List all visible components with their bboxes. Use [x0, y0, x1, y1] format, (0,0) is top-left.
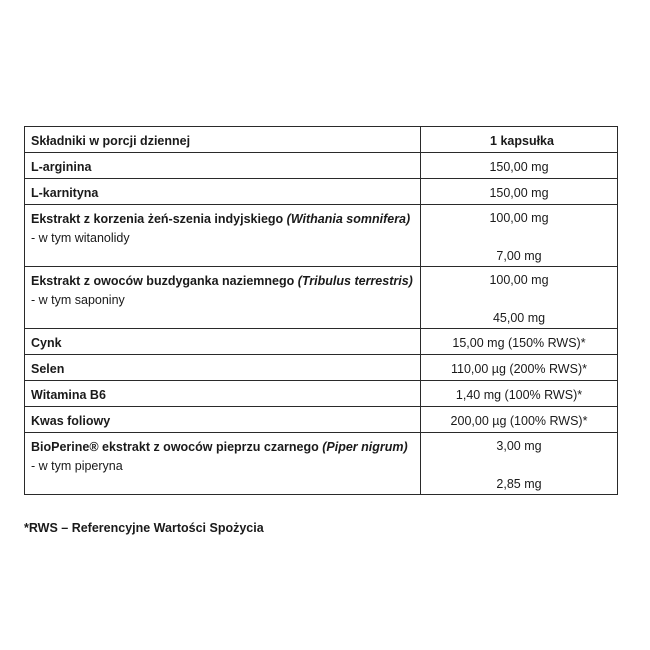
ingredient-name: Ekstrakt z korzenia żeń-szenia indyjskiego [31, 212, 287, 226]
sub-ingredient-value: 2,85 mg [496, 477, 542, 491]
supplement-facts [24, 126, 617, 495]
ingredient-name-block [25, 433, 420, 476]
ingredient-name: L-karnityna [31, 186, 99, 200]
table-row [25, 267, 618, 329]
header-ingredient-label: Składniki w porcji dziennej [31, 134, 191, 148]
ingredient-name: L-arginina [31, 160, 92, 174]
sub-ingredient-name: - w tym witanolidy [31, 231, 130, 245]
ingredient-value: 150,00 mg [489, 186, 549, 200]
header-amount-label: 1 kapsułka [490, 134, 554, 148]
ingredient-name-block [25, 205, 420, 248]
ingredient-value: 110,00 µg (200% RWS)* [451, 362, 587, 376]
sub-ingredient-value: 45,00 mg [492, 311, 546, 325]
ingredient-name: BioPerine® ekstrakt z owoców pieprzu czarnego [31, 440, 323, 454]
ingredient-value: 15,00 mg (150% RWS)* [452, 336, 586, 350]
ingredient-name: Kwas foliowy [31, 414, 111, 428]
table-row [25, 407, 618, 433]
table-row [25, 329, 618, 355]
header-row [25, 127, 618, 153]
ingredient-name: Witamina B6 [31, 388, 106, 402]
ingredient-value: 3,00 mg [496, 439, 542, 453]
table-row [25, 205, 618, 267]
header-cell-ingredient [25, 127, 421, 153]
ingredient-name-block [25, 267, 420, 310]
ingredient-value: 100,00 mg [489, 211, 549, 225]
header-cell-amount [421, 127, 618, 153]
table-row [25, 153, 618, 179]
table-row [25, 381, 618, 407]
ingredient-name: Selen [31, 362, 65, 376]
sub-ingredient-value: 7,00 mg [496, 249, 542, 263]
ingredient-value: 100,00 mg [489, 273, 549, 287]
ingredient-latin-name: (Piper nigrum) [322, 440, 408, 454]
ingredient-name: Ekstrakt z owoców buzdyganka naziemnego [31, 274, 298, 288]
ingredient-value: 200,00 µg (100% RWS)* [450, 414, 588, 428]
ingredients-table [24, 126, 618, 495]
ingredient-value: 150,00 mg [489, 160, 549, 174]
ingredient-name: Cynk [31, 336, 62, 350]
ingredient-latin-name: (Withania somnifera) [286, 212, 411, 226]
sub-ingredient-name: - w tym saponiny [31, 293, 125, 307]
ingredient-latin-name: (Tribulus terrestris) [297, 274, 413, 288]
rws-footnote: *RWS – Referencyjne Wartości Spożycia [24, 521, 264, 535]
table-row [25, 433, 618, 495]
table-row [25, 179, 618, 205]
sub-ingredient-name: - w tym piperyna [31, 459, 123, 473]
ingredient-value: 1,40 mg (100% RWS)* [455, 388, 583, 402]
table-row [25, 355, 618, 381]
